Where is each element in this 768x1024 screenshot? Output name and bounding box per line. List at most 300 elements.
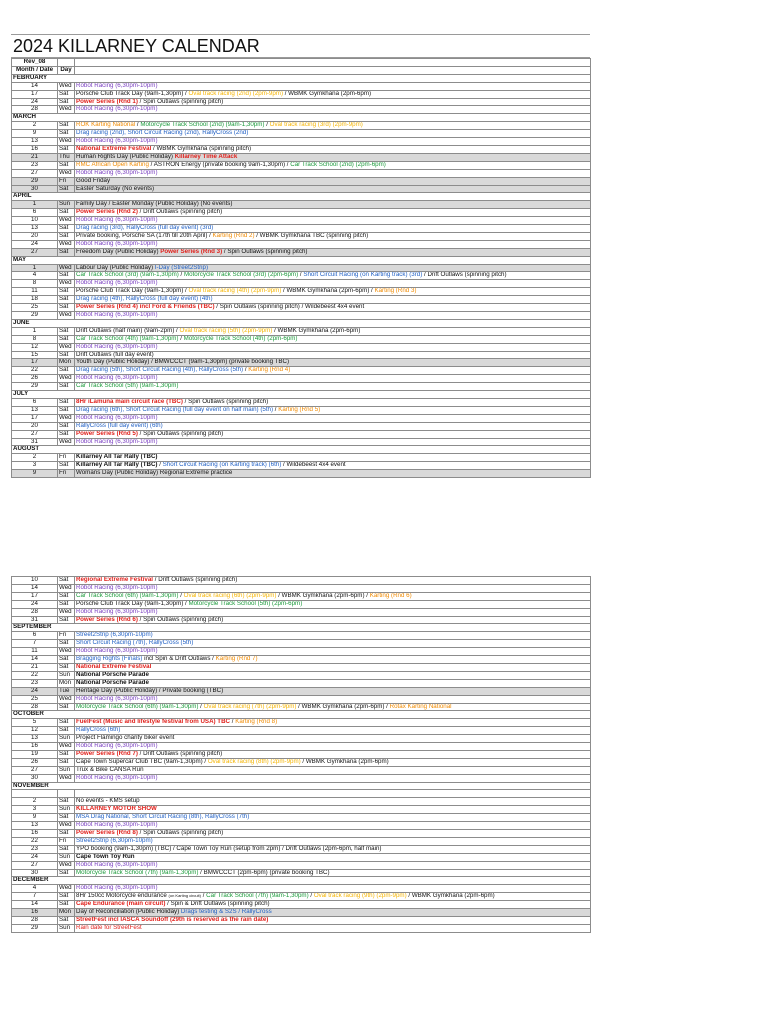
event-day: Sat xyxy=(58,719,75,727)
event-day: Sat xyxy=(58,335,75,343)
month-header-row xyxy=(12,624,591,632)
event-day: Mon xyxy=(58,909,75,917)
event-description xyxy=(75,264,591,272)
event-row xyxy=(12,367,591,375)
event-row xyxy=(12,153,591,161)
event-date: 10 xyxy=(12,217,58,225)
event-row xyxy=(12,577,591,585)
event-segment: Killarney Time Attack xyxy=(174,153,238,160)
event-date: 3 xyxy=(12,806,58,814)
event-segment: / xyxy=(198,703,204,710)
event-date: 21 xyxy=(12,663,58,671)
event-row xyxy=(12,829,591,837)
event-date: 24 xyxy=(12,98,58,106)
event-day: Sun xyxy=(58,924,75,932)
event-segment: National Extreme Festival xyxy=(76,663,152,670)
event-description xyxy=(75,90,591,98)
event-segment: Short Circuit Racing (on Karting track) (3rd) xyxy=(303,271,423,279)
event-date: 19 xyxy=(12,750,58,758)
event-day: Sat xyxy=(58,663,75,671)
event-date: 29 xyxy=(12,312,58,320)
event-segment: / WBMK Gymkhana (2pm-6pm) / xyxy=(281,287,375,295)
event-segment: Trux & Bike CANSA Run xyxy=(76,766,144,773)
event-description xyxy=(75,750,591,758)
event-description xyxy=(75,462,591,470)
event-segment: MSA Drag National, Short Circuit Racing (8th), RallyCross (7th) xyxy=(76,813,250,821)
event-segment: / WBMK Gymkhana (2pm-6pm) xyxy=(283,90,372,97)
event-day: Fri xyxy=(58,454,75,462)
event-day: Sat xyxy=(58,327,75,335)
event-date: 2 xyxy=(12,454,58,462)
event-segment: KILLARNEY MOTOR SHOW xyxy=(76,805,157,813)
event-description xyxy=(75,240,591,248)
event-description xyxy=(75,153,591,161)
event-day: Fri xyxy=(58,177,75,185)
event-segment: / Wildebeest 4x4 event xyxy=(281,461,346,469)
event-row xyxy=(12,703,591,711)
event-description xyxy=(75,209,591,217)
event-date: 24 xyxy=(12,600,58,608)
calendar-table-continued xyxy=(11,576,591,933)
event-day: Sat xyxy=(58,161,75,169)
event-date: 11 xyxy=(12,648,58,656)
event-date: 1 xyxy=(12,327,58,335)
calendar-sheet-page-2 xyxy=(11,576,590,933)
event-description xyxy=(75,161,591,169)
event-description xyxy=(75,758,591,766)
event-date: 29 xyxy=(12,177,58,185)
event-row xyxy=(12,359,591,367)
event-date: 13 xyxy=(12,138,58,146)
event-date: 26 xyxy=(12,375,58,383)
event-date: 4 xyxy=(12,885,58,893)
event-row xyxy=(12,430,591,438)
event-date: 9 xyxy=(12,130,58,138)
event-row xyxy=(12,304,591,312)
event-segment: / xyxy=(273,406,279,413)
month-label: MARCH xyxy=(12,114,591,122)
event-description xyxy=(75,837,591,845)
event-segment: (on Karting circuit) xyxy=(168,893,201,899)
event-day xyxy=(58,790,75,798)
event-day: Sat xyxy=(58,383,75,391)
event-segment: / Drift Outlaws (spinning pitch) xyxy=(153,576,238,583)
event-day: Sat xyxy=(58,656,75,664)
event-segment: Robot Racing (6,30pm-10pm) xyxy=(76,311,158,318)
event-row xyxy=(12,225,591,233)
event-description xyxy=(75,845,591,853)
event-segment: Cape Town Toy Run xyxy=(76,853,135,860)
event-segment: / WBMK Gymkhana (2pm-6pm) xyxy=(406,892,495,900)
event-day: Sat xyxy=(58,185,75,193)
event-day: Sat xyxy=(58,232,75,240)
event-day: Sat xyxy=(58,422,75,430)
event-row xyxy=(12,272,591,280)
event-day: Sat xyxy=(58,727,75,735)
event-row xyxy=(12,280,591,288)
event-segment: Freedom Day (Public Holiday) xyxy=(76,248,161,255)
event-segment: / WBMK Gymkhana (2pm-6pm) / xyxy=(296,703,390,710)
event-row xyxy=(12,82,591,90)
event-segment: 8Hr 150cc Motorcycle endurance xyxy=(76,892,169,900)
event-day: Wed xyxy=(58,648,75,656)
event-segment: / xyxy=(298,271,304,279)
event-segment: / WBMK Gymkhana TBC (spinning pitch) xyxy=(254,232,369,239)
event-description xyxy=(75,703,591,711)
event-date: 26 xyxy=(12,758,58,766)
event-segment: Womans Day (Public Holiday) Regional Extreme practice xyxy=(76,469,233,477)
event-segment: Street2Strip (6,30pm-10pm) xyxy=(76,631,153,639)
event-segment: Robot Racing (6,30pm-10pm) xyxy=(76,240,158,247)
event-date: 25 xyxy=(12,695,58,703)
event-day: Sat xyxy=(58,916,75,924)
event-row xyxy=(12,375,591,383)
event-date: 14 xyxy=(12,901,58,909)
event-description xyxy=(75,766,591,774)
event-description xyxy=(75,296,591,304)
event-description xyxy=(75,616,591,624)
column-header-day: Day xyxy=(58,66,75,74)
month-label: APRIL xyxy=(12,193,591,201)
event-day: Wed xyxy=(58,217,75,225)
event-date: 11 xyxy=(12,288,58,296)
event-row xyxy=(12,616,591,624)
event-day: Sat xyxy=(58,98,75,106)
event-segment: / xyxy=(178,271,184,279)
event-segment: Cape Endurance (main circuit) xyxy=(76,900,166,908)
calendar-title: 2024 KILLARNEY CALENDAR xyxy=(11,34,590,58)
event-row xyxy=(12,648,591,656)
event-day: Sun xyxy=(58,735,75,743)
event-day: Sat xyxy=(58,90,75,98)
event-day: Sat xyxy=(58,351,75,359)
event-row xyxy=(12,422,591,430)
event-date: 14 xyxy=(12,82,58,90)
event-description xyxy=(75,853,591,861)
event-segment: / Spin Outlaws (spinning pitch) xyxy=(137,98,224,105)
event-description xyxy=(75,663,591,671)
event-segment: Human Rights Day (Public Holiday) xyxy=(76,153,175,160)
event-day: Mon xyxy=(58,359,75,367)
event-date: 28 xyxy=(12,703,58,711)
event-row xyxy=(12,414,591,422)
event-description xyxy=(75,869,591,877)
event-day: Wed xyxy=(58,240,75,248)
event-date: 28 xyxy=(12,106,58,114)
event-day: Wed xyxy=(58,861,75,869)
event-date: 20 xyxy=(12,232,58,240)
event-date: 16 xyxy=(12,743,58,751)
event-date: 28 xyxy=(12,608,58,616)
event-segment: / Drift Outlaws (spinning pitch) xyxy=(137,750,223,757)
event-description xyxy=(75,138,591,146)
event-segment: Power Series (Rnd 7) xyxy=(76,750,138,757)
event-day: Sat xyxy=(58,829,75,837)
event-segment: Motorcycle Track School (2nd) (9am-1,30pm) xyxy=(140,121,265,129)
calendar-sheet-page-1 xyxy=(11,34,590,478)
event-day: Mon xyxy=(58,679,75,687)
event-segment: RallyCross (6th) xyxy=(76,726,121,734)
event-row xyxy=(12,462,591,470)
event-day: Sat xyxy=(58,430,75,438)
month-header-row xyxy=(12,782,591,790)
event-row xyxy=(12,869,591,877)
event-segment: Drag racing (6th), Short Circuit Racing (full day event on half main) (5th) xyxy=(76,406,274,413)
event-row xyxy=(12,177,591,185)
event-description xyxy=(75,351,591,359)
event-date: 6 xyxy=(12,632,58,640)
event-description xyxy=(75,695,591,703)
event-date: 16 xyxy=(12,909,58,917)
event-row xyxy=(12,327,591,335)
event-segment: Karting (Rnd 4) xyxy=(248,366,291,374)
month-label: DECEMBER xyxy=(12,877,591,885)
event-segment: / xyxy=(264,121,270,129)
month-header-row xyxy=(12,877,591,885)
event-segment: Car Track School (6th) (9am-1,30pm) xyxy=(76,592,179,599)
event-segment: Good Friday xyxy=(76,177,111,184)
event-day: Sat xyxy=(58,616,75,624)
event-segment: Youth Day (Public Holiday) / BMWCCCT (9am-1,30pm) (private booking TBC) xyxy=(76,358,290,366)
event-day: Sat xyxy=(58,640,75,648)
event-description xyxy=(75,592,591,600)
event-description xyxy=(75,687,591,695)
event-day: Sat xyxy=(58,304,75,312)
event-segment: Oval track racing (3rd) (2pm-9pm) xyxy=(269,121,363,129)
event-day: Wed xyxy=(58,822,75,830)
month-header-row xyxy=(12,391,591,399)
event-row xyxy=(12,640,591,648)
event-day: Wed xyxy=(58,608,75,616)
event-day: Sat xyxy=(58,398,75,406)
header-row-columns xyxy=(12,66,591,74)
event-date: 24 xyxy=(12,853,58,861)
event-day: Sat xyxy=(58,703,75,711)
event-segment: / xyxy=(230,718,236,726)
event-description xyxy=(75,727,591,735)
event-segment: Drag racing (5th), Short Circuit Racing (4th), RallyCross (5th) xyxy=(76,366,244,374)
event-segment: Oval track racing (8th) (2pm-9pm) xyxy=(207,758,301,765)
event-segment: Private booking, Porsche SA (17th till 20th April) / xyxy=(76,232,213,239)
event-day: Sat xyxy=(58,869,75,877)
event-segment: StreetFest incl IASCA Soundoff (29th is reserved as the rain date) xyxy=(76,916,269,923)
event-description xyxy=(75,367,591,375)
event-day: Sat xyxy=(58,225,75,233)
event-description xyxy=(75,169,591,177)
event-row xyxy=(12,719,591,727)
event-segment: Bragging Rights (Finals) xyxy=(76,655,143,663)
event-description xyxy=(75,438,591,446)
event-row xyxy=(12,592,591,600)
event-segment: Motorcycle Track School (4th) (2pm-6pm) xyxy=(183,335,298,342)
event-description xyxy=(75,383,591,391)
event-row xyxy=(12,438,591,446)
event-segment: Cape Town Supercar Club TBC (9am-1,30pm) / xyxy=(76,758,208,765)
event-row xyxy=(12,916,591,924)
month-header-row xyxy=(12,256,591,264)
event-row xyxy=(12,145,591,153)
event-row xyxy=(12,845,591,853)
event-segment: Robot Racing (6,30pm-10pm) xyxy=(76,82,158,89)
event-segment: Robot Racing (6,30pm-10pm) xyxy=(76,861,158,868)
event-day: Wed xyxy=(58,695,75,703)
event-description xyxy=(75,414,591,422)
month-header-row xyxy=(12,319,591,327)
event-row xyxy=(12,735,591,743)
event-day: Wed xyxy=(58,264,75,272)
event-description xyxy=(75,608,591,616)
event-description xyxy=(75,735,591,743)
event-date: 21 xyxy=(12,153,58,161)
event-segment: Heritage Day (Public Holiday) / Private booking (TBC) xyxy=(76,687,224,694)
month-label: NOVEMBER xyxy=(12,782,591,790)
event-row xyxy=(12,217,591,225)
event-segment: Power Series (Rnd 6) xyxy=(76,616,138,623)
event-segment: Labour Day (Public Holiday) xyxy=(76,264,155,271)
event-segment: / Spin Outlaws (spinning pitch) xyxy=(137,829,224,836)
event-date: 28 xyxy=(12,916,58,924)
event-date: 24 xyxy=(12,240,58,248)
event-segment: Robot Racing (6,30pm-10pm) xyxy=(76,695,158,702)
event-day: Wed xyxy=(58,885,75,893)
event-segment: No events - KMS setup xyxy=(76,797,140,805)
event-date: 2 xyxy=(12,798,58,806)
event-segment: Oval track racing (7th) (2pm-9pm) xyxy=(203,703,297,710)
event-day: Sat xyxy=(58,600,75,608)
event-row xyxy=(12,909,591,917)
event-date: 5 xyxy=(12,719,58,727)
event-segment: Power Series (Rnd 4) incl Ford & Friends (TBC) xyxy=(76,303,215,311)
event-date: 14 xyxy=(12,656,58,664)
event-segment: / Spin & Drift Outlaws (spinning pitch) xyxy=(165,900,270,908)
event-date: 12 xyxy=(12,343,58,351)
event-day: Sat xyxy=(58,130,75,138)
event-date: 27 xyxy=(12,430,58,438)
event-description xyxy=(75,422,591,430)
event-row xyxy=(12,822,591,830)
event-segment: Drag racing (3rd), RallyCross (full day event) (3rd) xyxy=(76,224,214,232)
event-row xyxy=(12,209,591,217)
event-date: 29 xyxy=(12,383,58,391)
event-day: Sat xyxy=(58,145,75,153)
event-date: 13 xyxy=(12,225,58,233)
event-description xyxy=(75,272,591,280)
event-segment: Short Circuit Racing (7th), RallyCross (5th) xyxy=(76,639,194,647)
event-segment: Robot Racing (6,30pm-10pm) xyxy=(76,884,158,892)
event-description xyxy=(75,130,591,138)
event-segment: Street2Strip (6,30pm-10pm) xyxy=(76,837,153,844)
event-row xyxy=(12,766,591,774)
event-description xyxy=(75,375,591,383)
event-segment: / Spin Outlaws (spinning pitch) xyxy=(137,430,224,437)
event-date: 13 xyxy=(12,406,58,414)
event-day: Sat xyxy=(58,209,75,217)
event-segment: incl Spin & Drift Outlaws / xyxy=(142,655,216,663)
event-day: Sat xyxy=(58,798,75,806)
event-day: Wed xyxy=(58,280,75,288)
event-date xyxy=(12,790,58,798)
event-segment: Drift Outlaws (half main) (9am-2pm) / xyxy=(76,327,180,334)
event-description xyxy=(75,288,591,296)
event-day: Wed xyxy=(58,438,75,446)
event-description xyxy=(75,106,591,114)
event-description xyxy=(75,814,591,822)
event-description xyxy=(75,280,591,288)
event-date: 17 xyxy=(12,592,58,600)
month-header-row xyxy=(12,446,591,454)
event-description xyxy=(75,185,591,193)
event-date: 27 xyxy=(12,248,58,256)
event-day: Fri xyxy=(58,470,75,478)
event-row xyxy=(12,312,591,320)
event-date: 27 xyxy=(12,861,58,869)
event-segment: Motorcycle Track School (7th) (9am-1,30pm) xyxy=(76,869,199,876)
event-row xyxy=(12,695,591,703)
event-segment: Power Series (Rnd 1) xyxy=(76,98,138,105)
event-segment: Car Track School (7th) (9am-1,30pm) xyxy=(206,892,309,900)
event-segment: National Porsche Parade xyxy=(76,671,149,678)
event-description xyxy=(75,225,591,233)
event-segment: Power Series (Rnd 3) xyxy=(160,248,223,255)
event-day: Sat xyxy=(58,577,75,585)
event-date: 17 xyxy=(12,414,58,422)
event-row xyxy=(12,232,591,240)
event-segment: Karting (Rnd 8) xyxy=(235,718,278,726)
event-description xyxy=(75,577,591,585)
event-date: 3 xyxy=(12,462,58,470)
month-label: JULY xyxy=(12,391,591,399)
event-row xyxy=(12,600,591,608)
event-day: Fri xyxy=(58,632,75,640)
event-description xyxy=(75,774,591,782)
event-day: Sat xyxy=(58,367,75,375)
rev-label: Rev_08 xyxy=(12,59,58,67)
event-segment: Drags testing & S2S / RallyCross xyxy=(180,908,272,916)
event-segment: Easter Saturday (No events) xyxy=(76,185,155,192)
event-day: Wed xyxy=(58,312,75,320)
event-day: Sun xyxy=(58,853,75,861)
event-segment: Robot Racing (6,30pm-10pm) xyxy=(76,279,158,287)
event-segment: / xyxy=(200,892,207,900)
month-header-row xyxy=(12,711,591,719)
event-segment: Robot Racing (6,30pm-10pm) xyxy=(76,137,158,145)
event-date: 15 xyxy=(12,351,58,359)
event-date: 16 xyxy=(12,829,58,837)
event-segment: Porsche Club Track Day (9am-1,30pm) / xyxy=(76,90,189,97)
event-segment: Porsche Club Track Day (9am-1,30pm) / xyxy=(76,600,189,607)
event-row xyxy=(12,663,591,671)
event-description xyxy=(75,719,591,727)
event-description xyxy=(75,584,591,592)
event-row xyxy=(12,814,591,822)
event-segment: / WBMK Gymkhana (2pm-6pm) xyxy=(272,327,361,334)
event-date: 24 xyxy=(12,687,58,695)
event-date: 31 xyxy=(12,438,58,446)
event-date: 9 xyxy=(12,814,58,822)
event-date: 23 xyxy=(12,161,58,169)
month-label: AUGUST xyxy=(12,446,591,454)
event-row xyxy=(12,264,591,272)
event-segment: National Extreme Festival xyxy=(76,145,152,152)
event-description xyxy=(75,679,591,687)
event-segment: / WBMK Gymkhana (2pm-6pm) / xyxy=(276,592,370,599)
event-day: Sat xyxy=(58,288,75,296)
event-description xyxy=(75,924,591,932)
event-row xyxy=(12,679,591,687)
month-label: OCTOBER xyxy=(12,711,591,719)
event-segment: Oval track racing (2nd) (2pm-9pm) xyxy=(188,90,284,97)
event-segment: Robot Racing (6,30pm-10pm) xyxy=(76,105,158,113)
